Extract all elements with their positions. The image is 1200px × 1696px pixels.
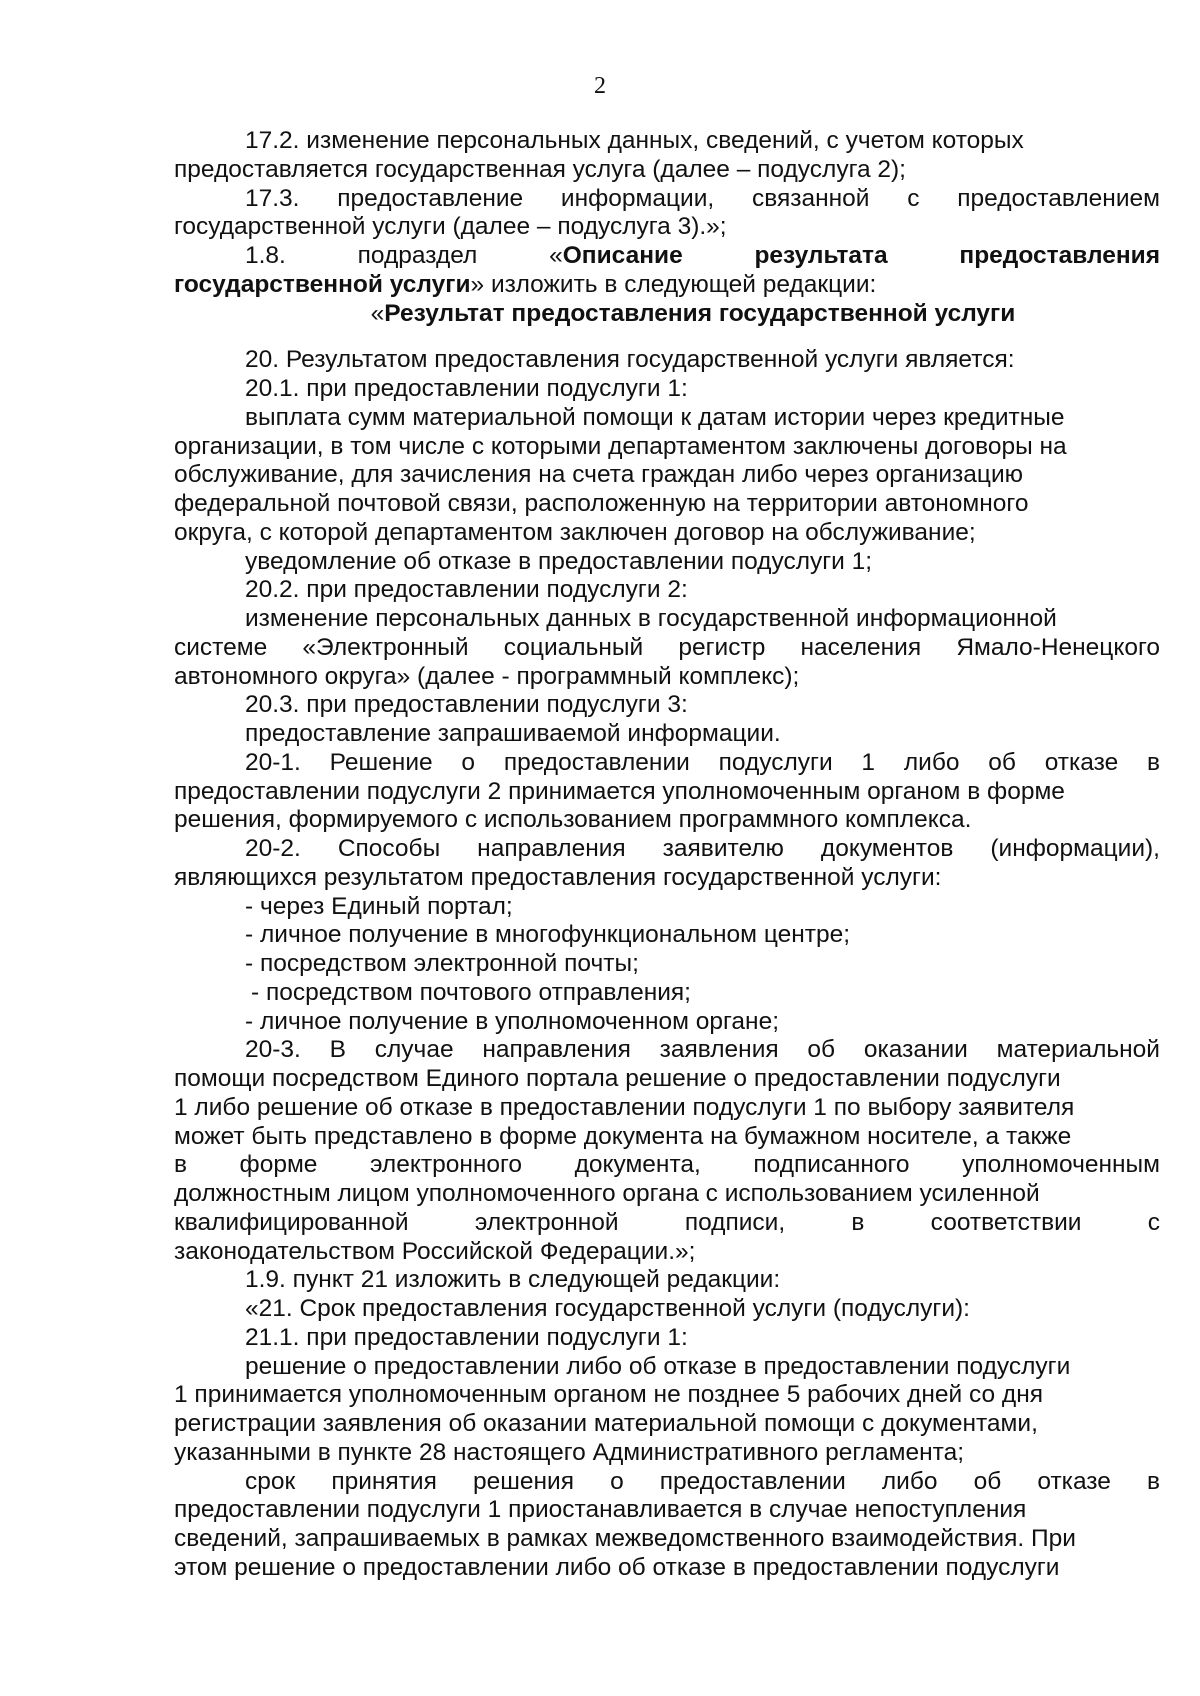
text-line: уведомление об отказе в предоставлении подуслуги 1; (245, 547, 873, 575)
text-line: обслуживание, для зачисления на счета граждан либо через организацию (174, 461, 1024, 489)
text-line: изменение персональных данных в государственной информационной (245, 605, 1057, 632)
text-line: сведений, запрашиваемых в рамках межведомственного взаимодействия. При (174, 1525, 1076, 1552)
text-line: «21. Срок предоставления государственной услуги (подуслуги): (245, 1295, 970, 1322)
text-line: указанными в пункте 28 настоящего Административного регламента; (174, 1438, 965, 1466)
text-line: - личное получение в многофункциональном центре; (245, 921, 851, 949)
text-line: 20-3. В случае направления заявления об оказании материальной (245, 1036, 1160, 1064)
text-line: 20-1. Решение о предоставлении подуслуги 1 либо об отказе в (245, 748, 1160, 776)
text-line: должностным лицом уполномоченного органа с использованием усиленной (174, 1180, 1040, 1207)
text-line: - посредством электронной почты; (245, 950, 639, 977)
text-line: 20-2. Способы направления заявителю документов (информации), (245, 835, 1160, 862)
document-body (174, 127, 1160, 1583)
text-line: 1 принимается уполномоченным органом не позднее 5 рабочих дней со дня (174, 1381, 1044, 1409)
text-line: регистрации заявления об оказании материальной помощи с документами, (174, 1410, 1038, 1437)
text-line: 20. Результатом предоставления государственной услуги является: (245, 346, 1015, 374)
text-line: предоставлении подуслуги 2 принимается уполномоченным органом в форме (174, 777, 1065, 805)
text-line: предоставляется государственная услуга (далее – подуслуга 2); (174, 155, 906, 183)
text-line: 20.1. при предоставлении подуслуги 1: (245, 375, 688, 402)
text-line: предоставление запрашиваемой информации. (245, 720, 781, 747)
text-line: законодательством Российской Федерации.»; (174, 1237, 696, 1265)
text-line: федеральной почтовой связи, расположенную на территории автономного (174, 490, 1029, 517)
text-line: выплата сумм материальной помощи к датам истории через кредитные (245, 403, 1065, 431)
page-number: 2 (594, 73, 606, 99)
text-line: - посредством почтового отправления; (251, 978, 691, 1006)
text-line: государственной услуги (далее – подуслуга 3).»; (174, 213, 727, 241)
text-line: 17.3. предоставление информации, связанной с предоставлением (245, 184, 1160, 212)
text-line: государственной услуги» изложить в следующей редакции: (174, 270, 877, 298)
text-line: квалифицированной электронной подписи, в соответствии с (174, 1208, 1160, 1236)
text-line: округа, с которой департаментом заключен договор на обслуживание; (174, 518, 976, 546)
text-line: решение о предоставлении либо об отказе в предоставлении подуслуги (245, 1352, 1071, 1380)
text-line: этом решение о предоставлении либо об отказе в предоставлении подуслуги (174, 1553, 1060, 1581)
text-line: 17.2. изменение персональных данных, сведений, с учетом которых (245, 127, 1024, 154)
text-line: решения, формируемого с использованием программного комплекса. (174, 806, 972, 834)
text-line: помощи посредством Единого портала решение о предоставлении подуслуги (174, 1065, 1061, 1092)
text-line: 1.8. подраздел «Описание результата предоставления (245, 242, 1160, 269)
text-line: срок принятия решения о предоставлении либо об отказе в (245, 1467, 1160, 1495)
text-line: может быть представлено в форме документа на бумажном носителе, а также (174, 1122, 1072, 1150)
text-line: - личное получение в уполномоченном органе; (245, 1007, 780, 1035)
text-line: - через Единый портал; (245, 892, 513, 920)
text-line: предоставлении подуслуги 1 приостанавливается в случае непоступления (174, 1496, 1027, 1524)
text-line: 1.9. пункт 21 изложить в следующей редакции: (245, 1266, 781, 1294)
text-line: автономного округа» (далее - программный комплекс); (174, 662, 800, 690)
text-line: 1 либо решение об отказе в предоставлении подуслуги 1 по выбору заявителя (174, 1093, 1075, 1121)
paragraph-gap (174, 328, 1160, 346)
text-line: «Результат предоставления государственной услуги (370, 299, 1016, 327)
text-line: 21.1. при предоставлении подуслуги 1: (245, 1323, 688, 1351)
text-line: 20.3. при предоставлении подуслуги 3: (245, 691, 688, 719)
text-line: организации, в том числе с которыми департаментом заключены договоры на (174, 432, 1067, 460)
text-line: системе «Электронный социальный регистр населения Ямало-Ненецкого (174, 633, 1160, 661)
text-line: в форме электронного документа, подписанного уполномоченным (174, 1151, 1160, 1179)
text-line: 20.2. при предоставлении подуслуги 2: (245, 576, 688, 604)
text-line: являющихся результатом предоставления государственной услуги: (174, 863, 942, 891)
